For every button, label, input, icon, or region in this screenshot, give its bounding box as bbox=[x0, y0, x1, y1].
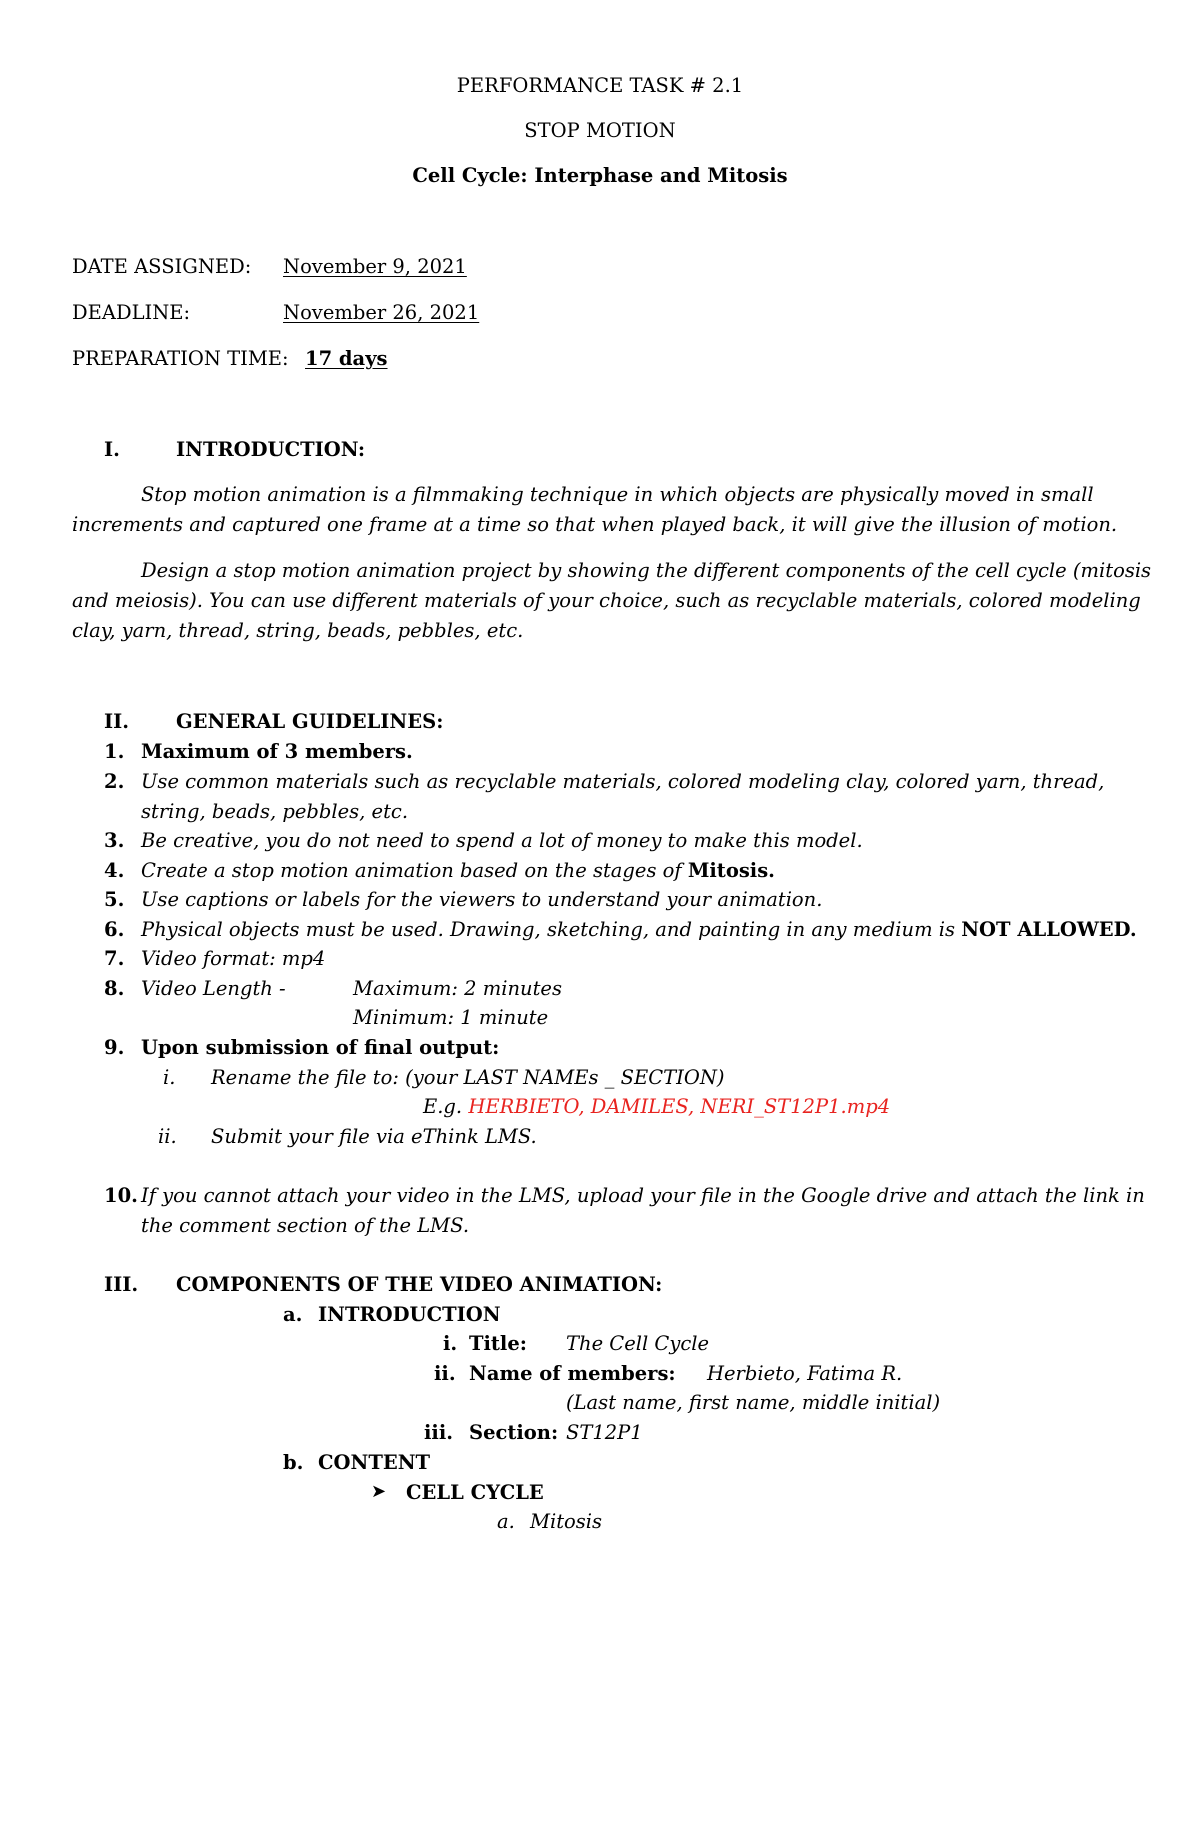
deadline-label: DEADLINE: bbox=[72, 301, 191, 324]
component-letter: a. bbox=[283, 1303, 303, 1326]
guideline-item-4 bbox=[141, 861, 775, 881]
guideline-item-9: Upon submission of final output: bbox=[141, 1036, 500, 1059]
list-number: 6. bbox=[104, 918, 125, 941]
section-heading-guidelines: GENERAL GUIDELINES: bbox=[176, 710, 444, 733]
doc-title: PERFORMANCE TASK # 2.1 bbox=[456, 74, 744, 97]
component-content: CONTENT bbox=[318, 1451, 431, 1474]
guideline-item-6-emphasis: NOT ALLOWED. bbox=[961, 918, 1137, 941]
members-format-note: (Last name, first name, middle initial) bbox=[566, 1391, 941, 1414]
guideline-item-4-text: Create a stop motion animation based on the stages of bbox=[141, 859, 688, 882]
section-label: Section: bbox=[469, 1421, 559, 1444]
component-introduction: INTRODUCTION bbox=[318, 1303, 501, 1326]
submission-rename-instruction: Rename the file to: (your LAST NAMEs _ SECTION) bbox=[211, 1066, 725, 1089]
prep-time-value: 17 days bbox=[305, 347, 388, 370]
list-number: 7. bbox=[104, 947, 125, 970]
component-sub-numeral: i. bbox=[443, 1332, 458, 1355]
prep-time-label: PREPARATION TIME: bbox=[72, 347, 289, 370]
arrowhead-bullet-icon: ➤ bbox=[371, 1481, 387, 1502]
doc-topic: Cell Cycle: Interphase and Mitosis bbox=[412, 164, 788, 187]
intro-paragraph-1-line-1: Stop motion animation is a filmmaking technique in which objects are physically moved in small bbox=[141, 483, 1094, 506]
list-number: 9. bbox=[104, 1036, 125, 1059]
date-assigned-value: November 9, 2021 bbox=[283, 255, 467, 278]
guideline-item-6 bbox=[141, 920, 1137, 940]
intro-paragraph-1-line-2: increments and captured one frame at a time so that when played back, it will give the illusion of motion. bbox=[72, 513, 1118, 536]
content-letter: a. bbox=[497, 1510, 515, 1533]
section-heading-components: COMPONENTS OF THE VIDEO ANIMATION: bbox=[176, 1273, 663, 1296]
list-number: 10. bbox=[104, 1184, 138, 1207]
intro-paragraph-2-line-1: Design a stop motion animation project by showing the different components of the cell cycle (mitosis bbox=[141, 559, 1152, 582]
guideline-item-10-line-2: the comment section of the LMS. bbox=[141, 1214, 470, 1237]
component-sub-numeral: iii. bbox=[424, 1421, 454, 1444]
guideline-item-2-line-2: string, beads, pebbles, etc. bbox=[141, 800, 409, 823]
title-label: Title: bbox=[469, 1332, 527, 1355]
intro-paragraph-2-line-2: and meiosis). You can use different materials of your choice, such as recyclable materials, colored modeling bbox=[72, 589, 1141, 612]
section-numeral-2: II. bbox=[104, 710, 130, 733]
section-numeral-3: III. bbox=[104, 1273, 139, 1296]
sub-numeral: i. bbox=[163, 1066, 176, 1089]
intro-paragraph-2-line-3: clay, yarn, thread, string, beads, pebbles, etc. bbox=[72, 619, 524, 642]
guideline-item-6-text: Physical objects must be used. Drawing, sketching, and painting in any medium is bbox=[141, 918, 962, 941]
content-mitosis: Mitosis bbox=[530, 1510, 603, 1533]
date-assigned-label: DATE ASSIGNED: bbox=[72, 255, 252, 278]
deadline-value: November 26, 2021 bbox=[283, 301, 480, 324]
section-heading-introduction: INTRODUCTION: bbox=[176, 438, 366, 461]
example-filename: HERBIETO, DAMILES, NERI_ST12P1.mp4 bbox=[468, 1095, 891, 1118]
doc-subtitle: STOP MOTION bbox=[524, 119, 676, 142]
section-value: ST12P1 bbox=[566, 1421, 643, 1444]
list-number: 5. bbox=[104, 888, 125, 911]
list-number: 8. bbox=[104, 977, 125, 1000]
submission-upload-instruction: Submit your file via eThink LMS. bbox=[211, 1125, 537, 1148]
guideline-item-8-label: Video Length - bbox=[141, 977, 286, 1000]
guideline-item-1: Maximum of 3 members. bbox=[141, 740, 413, 763]
example-label: E.g. bbox=[423, 1095, 469, 1118]
guideline-item-8-min: Minimum: 1 minute bbox=[353, 1006, 549, 1029]
guideline-item-2-line-1: Use common materials such as recyclable materials, colored modeling clay, colored yarn, thread, bbox=[141, 770, 1105, 793]
section-numeral-1: I. bbox=[104, 438, 120, 461]
guideline-item-4-emphasis: Mitosis. bbox=[687, 859, 775, 882]
members-value: Herbieto, Fatima R. bbox=[707, 1362, 903, 1385]
guideline-item-7: Video format: mp4 bbox=[141, 947, 326, 970]
sub-numeral: ii. bbox=[158, 1125, 177, 1148]
list-number: 3. bbox=[104, 829, 125, 852]
title-value: The Cell Cycle bbox=[566, 1332, 710, 1355]
guideline-item-8-max: Maximum: 2 minutes bbox=[353, 977, 562, 1000]
component-sub-numeral: ii. bbox=[434, 1362, 456, 1385]
guideline-item-3: Be creative, you do not need to spend a lot of money to make this model. bbox=[141, 829, 863, 852]
guideline-item-5: Use captions or labels for the viewers to understand your animation. bbox=[141, 888, 823, 911]
guideline-item-10-line-1: If you cannot attach your video in the LMS, upload your file in the Google drive and attach the link in bbox=[141, 1184, 1145, 1207]
list-number: 4. bbox=[104, 859, 125, 882]
list-number: 2. bbox=[104, 770, 125, 793]
members-label: Name of members: bbox=[469, 1362, 676, 1385]
list-number: 1. bbox=[104, 740, 125, 763]
submission-example bbox=[423, 1097, 890, 1117]
cell-cycle-heading: CELL CYCLE bbox=[406, 1481, 544, 1504]
component-letter: b. bbox=[283, 1451, 304, 1474]
